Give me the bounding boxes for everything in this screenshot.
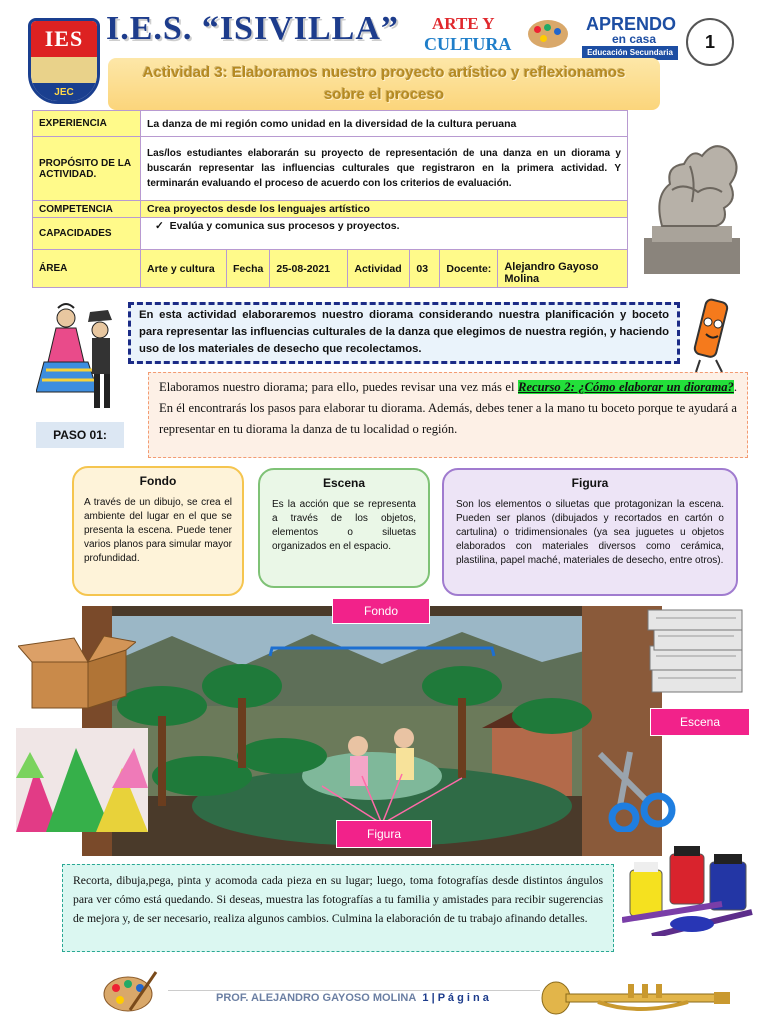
check-icon: ✓ [155,220,170,232]
instructions-box: Recorta, dibuja,pega, pinta y acomoda cada pieza en su lugar; luego, toma fotografías desde distintos ángulos para ver cómo está quedando. Si deseas, muestra las fotografías a tu familia y amistades para recibir sugerencias de mejora y, de ser necesario, realiza algunos cambios. Culmina la elaboración de tu trabajo afinando detalles. [62,864,614,952]
aprendo-logo-line3: Educación Secundaria [582,46,678,60]
footer-page-number: 1 [422,992,429,1004]
paso-label: PASO 01: [36,422,124,448]
logo-ies-text: IES [31,21,97,57]
proposito-label: PROPÓSITO DE LA ACTIVIDAD. [33,137,141,201]
footer-divider [168,990,540,991]
scissors-image [590,746,686,832]
escena-card-text: Es la acción que se representa a través de los objetos, elementos o siluetas organizados en el espacio. [272,499,416,552]
aprendo-logo-line2: en casa [612,32,657,46]
paint-bottles-image [622,840,764,936]
trumpet-image [538,978,734,1018]
experiencia-value: La danza de mi región como unidad en la diversidad de la cultura peruana [141,111,628,137]
docente-label: Docente: [440,250,498,288]
figura-tag: Figura [336,820,432,848]
palette-icon [528,20,568,48]
fecha-label: Fecha [227,250,270,288]
school-logo [28,18,100,104]
school-title: I.E.S. “ISIVILLA” [106,10,399,47]
arte-logo-line1: ARTE Y [432,14,495,33]
capacidades-label: CAPACIDADES [33,218,141,250]
figura-card [442,468,738,596]
fondo-card-title: Fondo [139,474,177,488]
footer-palette-icon [100,970,158,1014]
logo-jec-text: JEC [31,83,97,103]
statue-image [632,126,752,278]
escena-tag: Escena [650,708,750,736]
escena-card-title: Escena [322,476,366,490]
aprendo-en-casa-logo [582,14,678,62]
paso-text-after: . En él encontrarás los pasos para elaborar tu diorama. Además, debes tener a la mano tu boceto porque te ayudará a representar en tu diorama la danza de tu localidad o región. [159,380,737,436]
paso-01-box [148,372,748,458]
intro-text: En esta actividad elaboraremos nuestro diorama considerando nuestra planificación y boceto para representar las influencias culturales de la danza que elegimos de nuestra región, y haciendo uso de los materiales de desecho que recolectamos. [128,302,680,364]
arte-cultura-logo [424,14,574,54]
figura-card-text: Son los elementos o siluetas que protagonizan la escena. Pueden ser planos (dibujados y recortados en cartón o cartulina) o tridimensionales (ya sea juguetes u objetos elaborados con materiales diversos como cerámica, plastilina, papel maché, materiales de desecho, entre otros). [456,499,724,566]
activity-title-banner [108,58,660,110]
capacidades-value: Evalúa y comunica sus procesos y proyectos. [169,220,400,232]
competencia-value: Crea proyectos desde los lenguajes artístico [141,201,628,218]
escena-card [258,468,430,588]
experiencia-label: EXPERIENCIA [33,111,141,137]
cardboard-box-image [18,632,136,710]
fondo-tag: Fondo [332,598,430,624]
activity-title-line1: Actividad 3: Elaboramos nuestro proyecto artístico y reflexionamos [142,64,626,81]
capacidades-cell [141,218,628,250]
marker-mascot-image [686,294,734,374]
logo-emblem [31,57,97,83]
actividad-label: Actividad [348,250,410,288]
proposito-value: Las/los estudiantes elaborarán su proyecto de representación de una danza en un diorama y buscarán representar las influencias culturales que registraron en la primera actividad. Y terminarán evaluando el proceso de acuerdo con los criterios de evaluación. [141,137,628,201]
fecha-value: 25-08-2021 [270,250,348,288]
aprendo-logo-line1: APRENDO [586,14,677,34]
diorama-photo [82,606,662,856]
actividad-value: 03 [410,250,440,288]
dancers-illustration [36,300,124,418]
activity-info-table [32,110,628,288]
fondo-card [72,466,244,596]
docente-value: Alejandro Gayoso Molina [498,250,628,288]
colored-powder-image [16,728,148,832]
area-value: Arte y cultura [141,250,227,288]
page-number-badge: 1 [686,18,734,66]
newspaper-stack-image [646,606,748,698]
arte-logo-line2: CULTURA [424,34,512,54]
paso-text-before: Elaboramos nuestro diorama; para ello, puedes revisar una vez más el [159,380,519,394]
activity-title-line2: sobre el proceso [323,86,445,103]
footer-page-word: P á g i n a [437,992,489,1004]
area-label: ÁREA [33,250,141,288]
fondo-card-text: A través de un dibujo, se crea el ambiente del lugar en el que se presenta la escena. Puede tener varios planos para simular mayor profundidad. [84,497,232,564]
figura-card-title: Figura [571,476,609,490]
footer-text: PROF. ALEJANDRO GAYOSO MOLINA 1 | P á g i n a [216,992,489,1004]
competencia-label: COMPETENCIA [33,201,141,218]
recurso-2-link[interactable]: Recurso 2: ¿Cómo elaborar un diorama? [518,380,734,394]
footer-author: PROF. ALEJANDRO GAYOSO MOLINA [216,992,417,1004]
